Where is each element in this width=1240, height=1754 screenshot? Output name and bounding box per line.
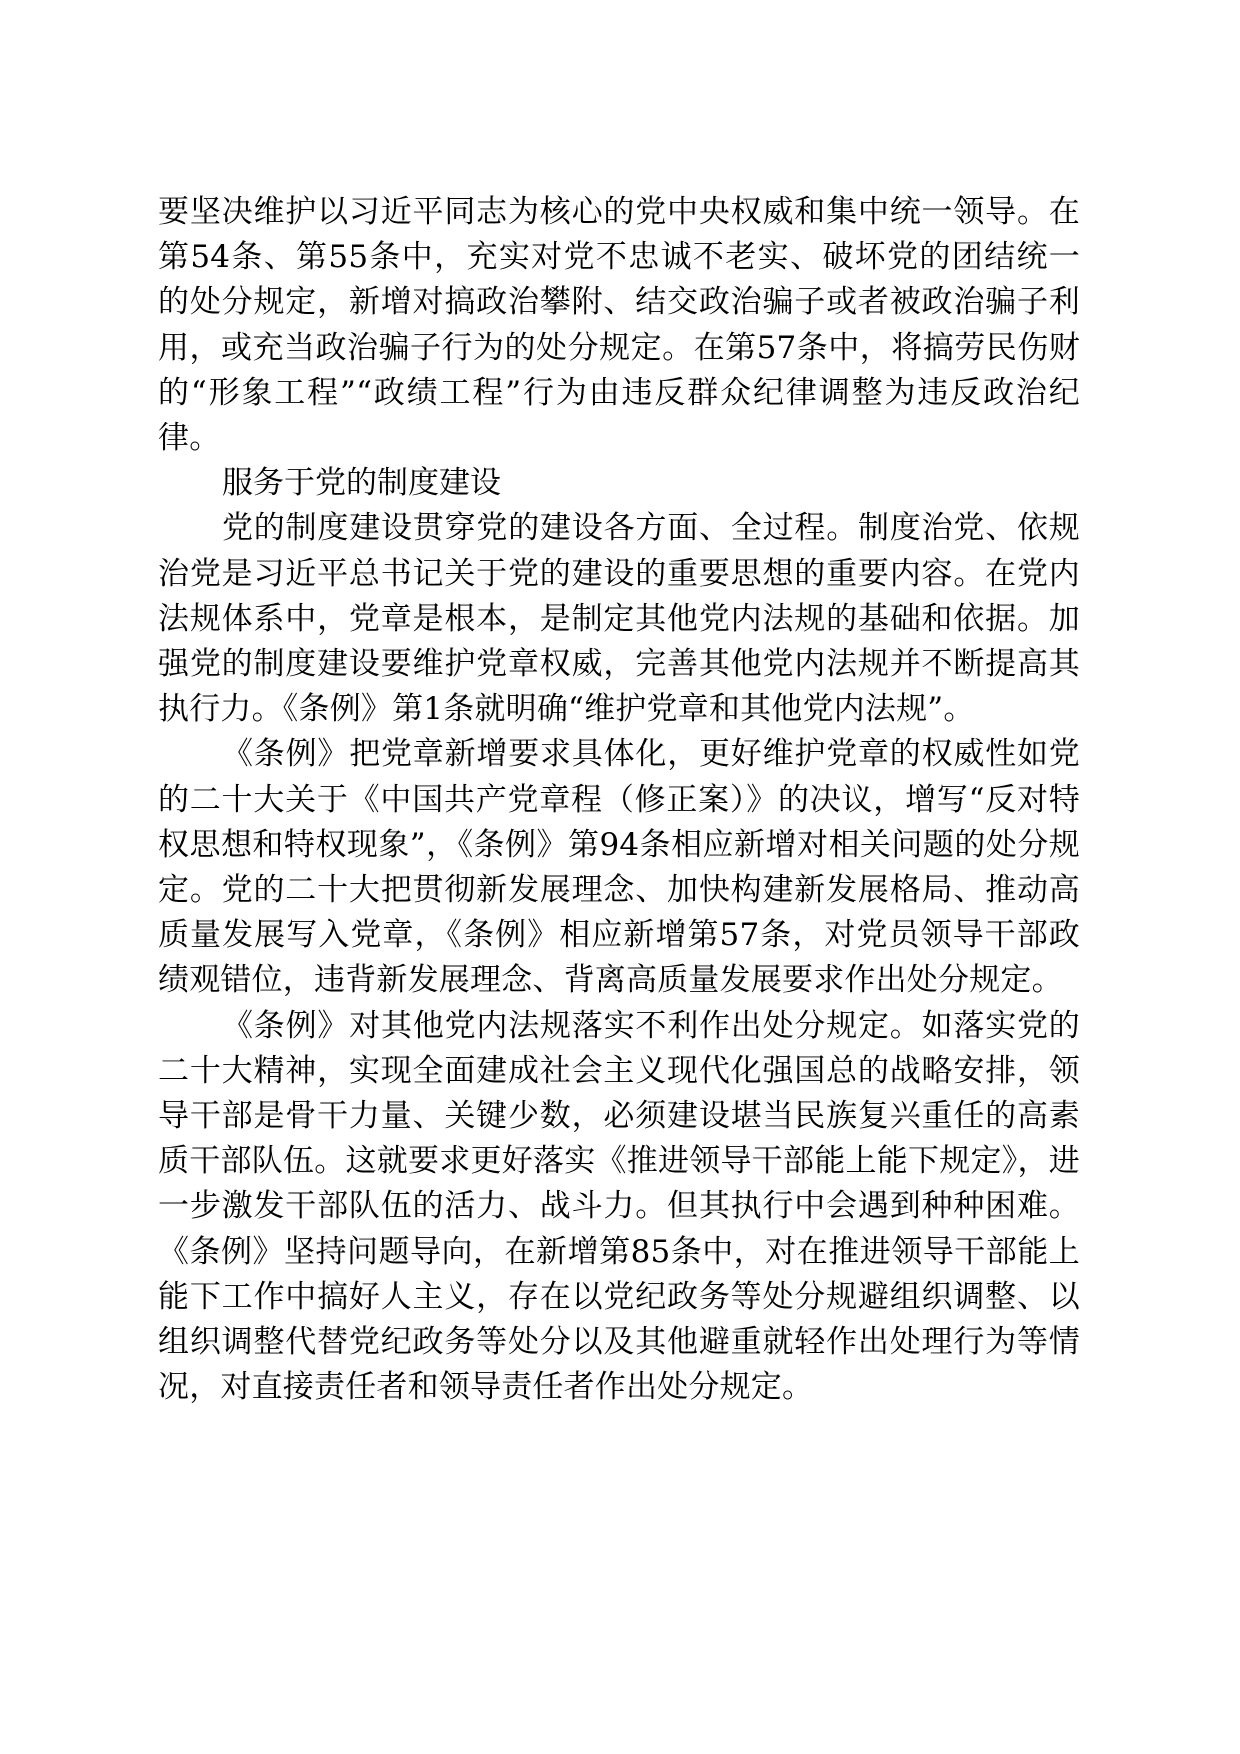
text-column <box>158 190 1080 1410</box>
paragraph-other-regulations: 《条例》对其他党内法规落实不利作出处分规定。如落实党的二十大精神，实现全面建成社会主义现代化强国总的战略安排，领导干部是骨干力量、关键少数，必须建设堪当民族复兴重任的高素质干部队伍。这就要求更好落实《推进领导干部能上能下规定》，进一步激发干部队伍的活力、战斗力。但其执行中会遇到种种困难。《条例》坚持问题导向，在新增第85条中，对在推进领导干部能上能下工作中搞好人主义，存在以党纪政务等处分规避组织调整、以组织调整代替党纪政务等处分以及其他避重就轻作出处理行为等情况，对直接责任者和领导责任者作出处分规定。 <box>158 1007 1080 1406</box>
paragraph-continuation: 要坚决维护以习近平同志为核心的党中央权威和集中统一领导。在第54条、第55条中，充实对党不忠诚不老实、破坏党的团结统一的处分规定，新增对搞政治攀附、结交政治骗子或者被政治骗子利用，或充当政治骗子行为的处分规定。在第57条中，将搞劳民伤财的“形象工程”“政绩工程”行为由违反群众纪律调整为违反政治纪律。 <box>158 194 1080 457</box>
paragraph-institution-building: 党的制度建设贯穿党的建设各方面、全过程。制度治党、依规治党是习近平总书记关于党的建设的重要思想的重要内容。在党内法规体系中，党章是根本，是制定其他党内法规的基础和依据。加强党的制度建设要维护党章权威，完善其他党内法规并不断提高其执行力。《条例》第1条就明确“维护党章和其他党内法规”。 <box>158 510 1080 728</box>
section-heading: 服务于党的制度建设 <box>222 465 501 502</box>
paragraph-party-constitution-requirements: 《条例》把党章新增要求具体化，更好维护党章的权威性如党的二十大关于《中国共产党章程（修正案）》的决议，增写“反对特权思想和特权现象”，《条例》第94条相应新增对相关问题的处分规定。党的二十大把贯彻新发展理念、加快构建新发展格局、推动高质量发展写入党章，《条例》相应新增第57条，对党员领导干部政绩观错位，违背新发展理念、背离高质量发展要求作出处分规定。 <box>158 736 1080 999</box>
